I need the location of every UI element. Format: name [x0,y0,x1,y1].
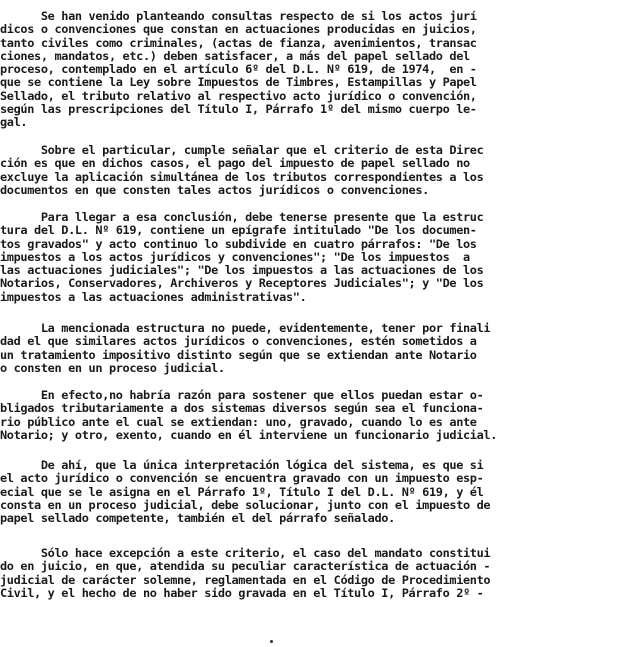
text-line: La mencionada estructura no puede, evidentemente, tener por finali [0,321,491,335]
text-line: Sólo hace excepción a este criterio, el caso del mandato constitui [0,546,491,560]
text-line: impuestos a los actos jurídicos y convenciones"; "De los impuestos a [0,249,470,264]
text-line: según las prescripciones del Título I, Párrafo 1º del mismo cuerpo le- [0,102,477,117]
text-line: tanto civiles como criminales, (actas de fianza, avenimientos, transac [0,35,477,50]
text-line: las actuaciones judiciales"; "De los impuestos a las actuaciones de los [0,263,484,278]
paragraph-interpretacion [0,459,630,525]
text-line: el acto jurídico o convención se encuentra gravado con un impuesto esp- [0,471,484,486]
text-line: En efecto,no habría razón para sostener que ellos puedan estar o- [0,388,484,402]
paragraph-excepcion [0,547,630,600]
paragraph-en-efecto [0,389,630,442]
text-line: Se han venido planteando consultas respecto de si los actos jurí [0,9,477,23]
text-line: Sellado, el tributo relativo al respectivo acto jurídico o convención, [0,88,477,103]
text-line: tos gravados" y acto continuo lo subdivide en cuatro párrafos: "De los [0,236,477,251]
paragraph-consultas [0,10,630,130]
text-line: do en juicio, en que, atendida su peculiar característica de actuación - [0,559,491,574]
text-line: De ahí, que la única interpretación lógica del sistema, es que si [0,458,484,472]
text-line: Notarios, Conservadores, Archiveros y Receptores Judiciales"; y "De los [0,276,484,291]
text-line: dicos o convenciones que constan en actuaciones producidas en juicios, [0,22,477,37]
text-line: papel sellado competente, también el del párrafo señalado. [0,511,395,526]
text-line: o consten en un proceso judicial. [0,360,225,375]
text-line: Civil, y el hecho de no haber sido gravada en el Título I, Párrafo 2º - [0,585,484,600]
page-mark [270,640,273,643]
text-line: documentos en que consten tales actos jurídicos o convenciones. [0,182,429,197]
text-line: un tratamiento impositivo distinto según que se extiendan ante Notario [0,347,477,362]
text-line: impuestos a las actuaciones administrativas". [0,289,307,304]
text-line: excluye la aplicación simultánea de los tributos correspondientes a los [0,169,484,184]
text-line: ción es que en dichos casos, el pago del impuesto de papel sellado no [0,156,470,171]
paragraph-estructura [0,211,630,304]
text-line: dad el que similares actos jurídicos o convenciones, estén sometidos a [0,334,477,349]
text-line: Para llegar a esa conclusión, debe tenerse presente que la estruc [0,210,484,224]
text-line: bligados tributariamente a dos sistemas diversos según sea el funciona- [0,401,484,416]
text-line: gal. [0,115,28,130]
text-line: rio público ante el cual se extiendan: uno, gravado, cuando lo es ante [0,414,477,429]
text-line: proceso, contemplado en el artículo 6º del D.L. Nº 619, de 1974, en - [0,62,477,77]
text-line: que se contiene la Ley sobre Impuestos de Timbres, Estampillas y Papel [0,75,477,90]
text-line: Notario; y otro, exento, cuando en él interviene un funcionario judicial. [0,427,498,442]
paragraph-criterio [0,144,630,197]
text-line: ecial que se le asigna en el Párrafo 1º, Título I del D.L. Nº 619, y él [0,484,484,499]
text-line: ciones, mandatos, etc.) deben satisfacer, a más del papel sellado del [0,48,470,63]
text-line: Sobre el particular, cumple señalar que el criterio de esta Direc [0,143,484,157]
text-line: tura del D.L. Nº 619, contiene un epígrafe intitulado "De los documen- [0,223,477,238]
paragraph-finalidad [0,322,630,375]
text-line: judicial de carácter solemne, reglamentada en el Código de Procedimiento [0,572,491,587]
text-line: consta en un proceso judicial, debe solucionar, junto con el impuesto de [0,497,491,512]
